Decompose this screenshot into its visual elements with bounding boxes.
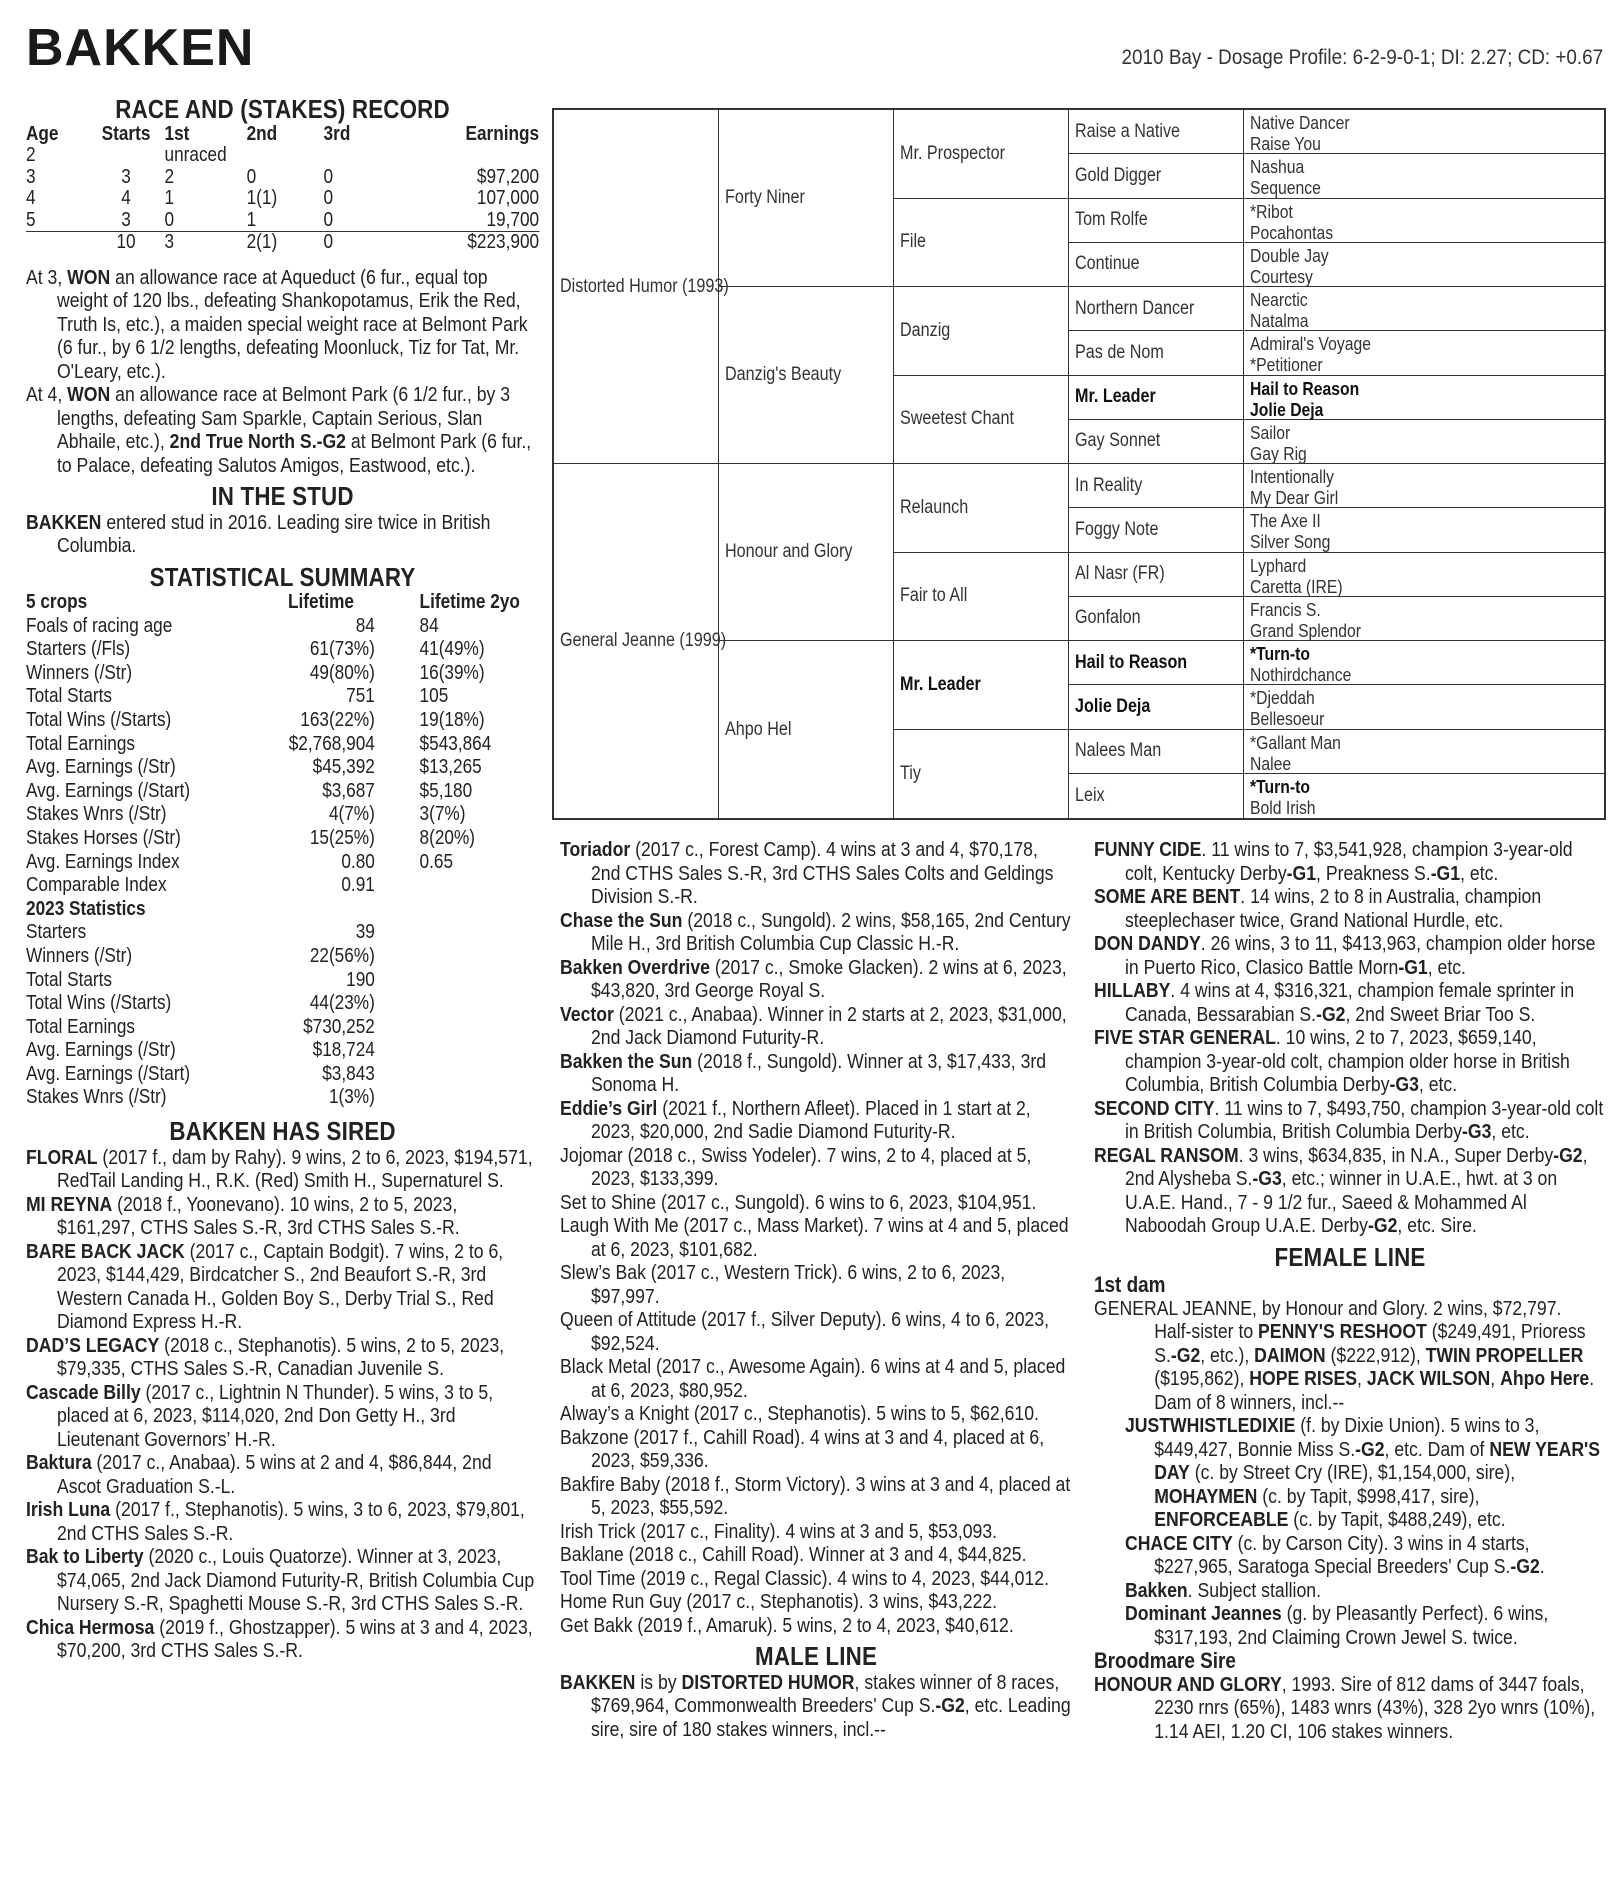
sired-entry: Get Bakk (2019 f., Amaruk). 5 wins, 2 to 4, 2023, $40,612. bbox=[560, 1613, 1014, 1637]
pedigree-gen2-cell: Forty Niner bbox=[719, 110, 894, 287]
sired-entry: Toriador (2017 c., Forest Camp). 4 wins at 3 and 4, $70,178, 2nd CTHS Sales S.-R, 3rd CTHS Sales Colts and Geldings Division S.-R. bbox=[560, 838, 1054, 908]
col-first: 1st bbox=[164, 122, 190, 145]
male-line-entry: REGAL RANSOM. 3 wins, $634,835, in N.A., Super Derby-G2, 2nd Alysheba S.-G3, etc.; winner in U.A.E., hwt. at 3 on U.A.E. Hand., 7 - 9 1/2 fur., Saeed & Mohammed Al Naboodah Group U.A.E. Derby-G2, etc. Sire. bbox=[1094, 1143, 1588, 1237]
table-row: Total Starts 751 105 bbox=[26, 685, 449, 708]
cell-age: 4 bbox=[26, 187, 36, 209]
sired-entry: Baklane (2018 c., Cahill Road). Winner at 3 and 4, $44,825. bbox=[560, 1543, 1027, 1566]
pedigree-gen4-cell: Mr. Leader bbox=[1069, 376, 1244, 420]
race-narrative-4yo: At 4, WON an allowance race at Belmont Park (6 1/2 fur., by 3 lengths, defeating Sam Sparkle, Captain Serious, Slan Abhaile, etc.), 2nd True North S.-G2 at Belmont Park (6 fur., to Palace, defeating Salutos Amigos, Eastwood, etc.). bbox=[26, 383, 532, 477]
sired-entry: DAD’S LEGACY (2018 c., Stephanotis). 5 wins, 2 to 5, 2023, $79,335, CTHS Sales S.-R, Canadian Juvenile S. bbox=[26, 1333, 505, 1381]
pedigree-gen5-cell: Hail to Reason Jolie Deja bbox=[1244, 376, 1604, 420]
pedigree-gen5-cell: Intentionally My Dear Girl bbox=[1244, 464, 1604, 508]
cell-age: 5 bbox=[26, 210, 88, 232]
cell-third: 0 bbox=[323, 187, 334, 209]
pedigree-gen2-cell: Danzig's Beauty bbox=[719, 287, 894, 464]
stats-table bbox=[26, 591, 539, 1110]
sired-entry: Alway’s a Knight (2017 c., Stephanotis). 5 wins to 5, $62,610. bbox=[560, 1402, 1039, 1425]
table-row: Winners (/Str) 49(80%) 16(39%) bbox=[26, 661, 485, 684]
pedigree-gen4-cell: Pas de Nom bbox=[1069, 331, 1244, 375]
stats-header-row: 5 crops Lifetime Lifetime 2yo bbox=[26, 591, 520, 613]
right-column bbox=[1094, 838, 1606, 1743]
race-record-table bbox=[26, 124, 539, 254]
sired-entry: Bakzone (2017 f., Cahill Road). 4 wins at 3 and 4, placed at 6, 2023, $59,336. bbox=[560, 1425, 1045, 1472]
table-row: Total Earnings $2,768,904 $543,864 bbox=[26, 732, 492, 755]
sired-entry: FLORAL (2017 f., dam by Rahy). 9 wins, 2 to 6, 2023, $194,571, RedTail Landing H., R.K. (Red) Smith H., Supernaturel S. bbox=[26, 1145, 533, 1193]
cell-age: 3 bbox=[26, 165, 36, 188]
race-narrative-3yo: At 3, WON an allowance race at Aqueduct (6 fur., equal top weight of 120 lbs., defeating Shankopotamus, Erik the Red, Truth Is, etc.), a maiden special weight race at Belmont Park (6 fur., by 6 1/2 lengths, defeating Moonluck, Tiz for Tat, Mr. O'Leary, etc.). bbox=[26, 265, 528, 383]
broodmare-sire-label: Broodmare Sire bbox=[1094, 1648, 1236, 1673]
cell-third bbox=[324, 145, 386, 167]
pedigree-gen4-cell: Continue bbox=[1069, 243, 1244, 287]
cell-starts: 3 bbox=[88, 210, 165, 232]
first-dam-text: GENERAL JEANNE, by Honour and Glory. 2 wins, $72,797. Half-sister to PENNY'S RESHOOT ($249,491, Prioress S.-G2, etc.), DAIMON ($222,912), TWIN PROPELLER ($195,862), HOPE RISES, JACK WILSON, Ahpo Here. Dam of 8 winners, incl.-- bbox=[1094, 1296, 1595, 1414]
broodmare-sire-text: HONOUR AND GLORY, 1993. Sire of 812 dams of 3447 foals, 2230 rnrs (65%), 1483 wnrs (43%), 328 2yo wnrs (10%), 1.14 AEI, 1.20 CI, 106 stakes winners. bbox=[1094, 1672, 1596, 1743]
pedigree-gen4-cell: Jolie Deja bbox=[1069, 685, 1244, 729]
pedigree-gen3-cell: Tiy bbox=[894, 730, 1069, 819]
table-row: Avg. Earnings Index 0.80 0.65 bbox=[26, 850, 454, 873]
table-row: Comparable Index 0.91 bbox=[26, 874, 375, 897]
cell-second: 1(1) bbox=[246, 187, 278, 209]
total-starts: 10 bbox=[116, 231, 136, 253]
pedigree-gen5-cell: *Turn-to Bold Irish bbox=[1250, 775, 1316, 818]
male-line-heading: MALE LINE bbox=[755, 1641, 878, 1671]
table-row: Stakes Horses (/Str) 15(25%) 8(20%) bbox=[26, 826, 476, 849]
cell-first: 0 bbox=[165, 210, 247, 232]
pedigree-gen5-cell: Nashua Sequence bbox=[1244, 154, 1604, 198]
pedigree-gen3-cell: Fair to All bbox=[894, 553, 1069, 642]
table-row: Starters 39 bbox=[26, 921, 375, 944]
sired-entry: Queen of Attitude (2017 f., Silver Deputy). 6 wins, 4 to 6, 2023, $92,524. bbox=[560, 1308, 1050, 1355]
table-row: Total Wins (/Starts) 44(23%) bbox=[26, 992, 375, 1015]
col-age: Age bbox=[26, 122, 59, 145]
table-row bbox=[26, 145, 539, 167]
dosage-profile: 2010 Bay - Dosage Profile: 6-2-9-0-1; DI: 2.27; CD: +0.67 bbox=[1121, 46, 1603, 69]
table-row bbox=[26, 167, 539, 189]
pedigree-gen3-cell: File bbox=[894, 199, 1069, 288]
sired-list-left bbox=[26, 1146, 539, 1663]
pedigree-gen4-cell: Northern Dancer bbox=[1069, 287, 1244, 331]
sired-entry: Bakken Overdrive (2017 c., Smoke Glacken). 2 wins at 6, 2023, $43,820, 3rd George Royal S. bbox=[560, 955, 1067, 1002]
pedigree-gen5-cell: Francis S. Grand Splendor bbox=[1244, 597, 1604, 641]
table-row: Total Starts 190 bbox=[26, 968, 375, 991]
table-row: Avg. Earnings (/Start) $3,687 $5,180 bbox=[26, 779, 473, 802]
sired-entry: Home Run Guy (2017 c., Stephanotis). 3 wins, $43,222. bbox=[560, 1590, 998, 1613]
sired-entry: Jojomar (2018 c., Swiss Yodeler). 7 wins, 2 to 4, placed at 5, 2023, $133,399. bbox=[560, 1143, 1032, 1190]
pedigree-gen4-cell: Al Nasr (FR) bbox=[1069, 553, 1244, 597]
pedigree-gen5-cell: Admiral's Voyage *Petitioner bbox=[1244, 331, 1604, 375]
produce-justwhistledixie: JUSTWHISTLEDIXIE (f. by Dixie Union). 5 wins to 3, $449,427, Bonnie Miss S.-G2, etc. Dam of NEW YEAR'S DAY (c. by Street Cry (IRE), $1,154,000, sire), MOHAYMEN (c. by Tapit, $998,417, sire), ENFORCEABLE (c. by Tapit, $488,249), etc. bbox=[1124, 1414, 1601, 1531]
table-row: Stakes Wnrs (/Str) 4(7%) 3(7%) bbox=[26, 803, 466, 826]
sired-entry: Chica Hermosa (2019 f., Ghostzapper). 5 wins at 3 and 4, 2023, $70,200, 3rd CTHS Sales S.-R. bbox=[26, 1615, 533, 1663]
pedigree-gen2-cell: Honour and Glory bbox=[719, 464, 894, 641]
cell-first: 1 bbox=[164, 187, 175, 209]
pedigree-gen5-cell: Native Dancer Raise You bbox=[1244, 110, 1604, 154]
horse-name: BAKKEN bbox=[26, 19, 255, 77]
produce-bakken: Bakken. Subject stallion. bbox=[1124, 1578, 1321, 1602]
sired-entry: MI REYNA (2018 f., Yoonevano). 10 wins, 2 to 5, 2023, $161,297, CTHS Sales S.-R, 3rd CTHS Sales S.-R. bbox=[26, 1192, 460, 1240]
table-row: Avg. Earnings (/Str) $45,392 $13,265 bbox=[26, 756, 482, 779]
pedigree-gen3-cell: Sweetest Chant bbox=[894, 376, 1069, 465]
male-line-entry: HILLABY. 4 wins at 4, $316,321, champion female sprinter in Canada, Bessarabian S.-G2, 2nd Sweet Briar Too S. bbox=[1094, 979, 1575, 1026]
col-third: 3rd bbox=[323, 122, 351, 145]
sired-entry: Bakken the Sun (2018 f., Sungold). Winner at 3, $17,433, 3rd Sonoma H. bbox=[560, 1049, 1047, 1096]
pedigree-gen3-cell: Relaunch bbox=[894, 464, 1069, 553]
total-first: 3 bbox=[164, 231, 175, 253]
cell-third: 0 bbox=[324, 210, 386, 232]
sired-entry: Slew’s Bak (2017 c., Western Trick). 6 wins, 2 to 6, 2023, $97,997. bbox=[560, 1261, 1006, 1308]
total-second: 2(1) bbox=[246, 231, 278, 253]
pedigree-gen5-cell: *Ribot Pocahontas bbox=[1244, 199, 1604, 243]
table-row: Avg. Earnings (/Start) $3,843 bbox=[26, 1062, 375, 1085]
cell-starts: 3 bbox=[121, 165, 131, 188]
pedigree-gen4-cell: Gold Digger bbox=[1069, 154, 1244, 198]
table-row: Foals of racing age 84 84 bbox=[26, 614, 439, 637]
male-line-entry: SECOND CITY. 11 wins to 7, $493,750, champion 3-year-old colt in British Columbia, British Columbia Derby-G3, etc. bbox=[1094, 1096, 1604, 1143]
sired-entry: Irish Luna (2017 f., Stephanotis). 5 wins, 3 to 6, 2023, $79,801, 2nd CTHS Sales S.-R. bbox=[26, 1498, 525, 1545]
pedigree-gen5-cell: *Gallant Man Nalee bbox=[1244, 730, 1604, 774]
cell-first: unraced bbox=[164, 144, 227, 166]
sired-entry: Eddie’s Girl (2021 f., Northern Afleet). Placed in 1 start at 2, 2023, $20,000, 2nd Sadie Diamond Futurity-R. bbox=[560, 1096, 1031, 1143]
sired-entry: Laugh With Me (2017 c., Mass Market). 7 wins at 4 and 5, placed at 6, 2023, $101,682. bbox=[560, 1214, 1069, 1261]
sired-entry: Cascade Billy (2017 c., Lightnin N Thunder). 5 wins, 3 to 5, placed at 6, 2023, $114,020, 2nd Don Getty H., 3rd Lieutenant Governors’ H.-R. bbox=[26, 1380, 494, 1451]
male-line-text: BAKKEN is by DISTORTED HUMOR, stakes winner of 8 races, $769,964, Commonwealth Breeders' Cup S.-G2, etc. Leading sire, sire of 180 stakes winners, incl.-- bbox=[560, 1670, 1071, 1741]
table-row: Total Earnings $730,252 bbox=[26, 1015, 375, 1038]
pedigree-gen5-cell: *Djeddah Bellesoeur bbox=[1244, 685, 1604, 729]
table-row: Stakes Wnrs (/Str) 1(3%) bbox=[26, 1086, 375, 1109]
sired-entry: Black Metal (2017 c., Awesome Again). 6 wins at 4 and 5, placed at 6, 2023, $80,952. bbox=[560, 1355, 1066, 1402]
pedigree-gen5-cell: Nearctic Natalma bbox=[1244, 287, 1604, 331]
table-row: Avg. Earnings (/Str) $18,724 bbox=[26, 1039, 375, 1062]
sired-list-right bbox=[560, 838, 1072, 1637]
stud-text: BAKKEN entered stud in 2016. Leading sire twice in British Columbia. bbox=[26, 510, 491, 557]
stats-heading: STATISTICAL SUMMARY bbox=[149, 561, 416, 592]
middle-column bbox=[560, 838, 1072, 1741]
pedigree-gen4-cell: Gonfalon bbox=[1069, 597, 1244, 641]
pedigree-gen1-cell: General Jeanne (1999) bbox=[554, 464, 719, 818]
cell-second: 0 bbox=[246, 165, 257, 188]
race-record-heading: RACE AND (STAKES) RECORD bbox=[115, 94, 450, 124]
pedigree-gen4-cell: In Reality bbox=[1069, 464, 1244, 508]
stats-year-header: 2023 Statistics bbox=[26, 897, 146, 920]
table-row-total bbox=[26, 232, 539, 254]
cell-earnings: 107,000 bbox=[476, 187, 540, 209]
first-dam-label: 1st dam bbox=[1094, 1272, 1166, 1297]
table-row bbox=[26, 210, 539, 232]
total-earnings: $223,900 bbox=[467, 231, 540, 253]
male-line-entry: DON DANDY. 26 wins, 3 to 11, $413,963, champion older horse in Puerto Rico, Clasico Battle Morn-G1, etc. bbox=[1094, 932, 1596, 979]
left-column bbox=[26, 94, 540, 1663]
male-line-entry: SOME ARE BENT. 14 wins, 2 to 8 in Australia, champion steeplechaser twice, Grand National Hurdle, etc. bbox=[1094, 885, 1542, 932]
cell-earnings bbox=[385, 145, 539, 167]
pedigree-gen4-cell: Tom Rolfe bbox=[1069, 199, 1244, 243]
pedigree-gen4-cell: Leix bbox=[1069, 774, 1244, 818]
sired-entry: Baktura (2017 c., Anabaa). 5 wins at 2 and 4, $86,844, 2nd Ascot Graduation S.-L. bbox=[26, 1451, 492, 1498]
pedigree-gen1-cell: Distorted Humor (1993) bbox=[554, 110, 719, 464]
pedigree-gen4-cell: Foggy Note bbox=[1069, 508, 1244, 552]
cell-starts bbox=[88, 145, 165, 167]
produce-chace-city: CHACE CITY (c. by Carson City). 3 wins in 4 starts, $227,965, Saratoga Special Breeders' Cup S.-G2. bbox=[1124, 1531, 1545, 1578]
cell-age: 2 bbox=[26, 144, 36, 166]
stud-heading: IN THE STUD bbox=[211, 481, 354, 511]
pedigree-gen4-cell: Gay Sonnet bbox=[1069, 420, 1244, 464]
female-line-heading: FEMALE LINE bbox=[1274, 1241, 1426, 1272]
col-earnings: Earnings bbox=[465, 122, 540, 145]
sired-entry: Set to Shine (2017 c., Sungold). 6 wins to 6, 2023, $104,951. bbox=[560, 1190, 1037, 1214]
sired-entry: Bakfire Baby (2018 f., Storm Victory). 3 wins at 3 and 4, placed at 5, 2023, $55,592. bbox=[560, 1472, 1071, 1519]
table-row: Starters (/Fls) 61(73%) 41(49%) bbox=[26, 638, 485, 661]
pedigree-gen5-cell: The Axe II Silver Song bbox=[1244, 508, 1604, 552]
pedigree-gen3-cell: Mr. Leader bbox=[894, 641, 1069, 730]
pedigree-gen5-cell: Sailor Gay Rig bbox=[1244, 420, 1604, 464]
sired-entry: BARE BACK JACK (2017 c., Captain Bodgit). 7 wins, 2 to 6, 2023, $144,429, Birdcatcher S., 2nd Beaufort S.-R, 3rd Western Canada H., Golden Boy S., Derby Trial S., Red Diamond Express H.-R. bbox=[26, 1239, 504, 1334]
sired-entry: Irish Trick (2017 c., Finality). 4 wins at 3 and 5, $53,093. bbox=[560, 1519, 998, 1543]
race-record-header-row bbox=[26, 124, 539, 146]
sired-heading: BAKKEN HAS SIRED bbox=[169, 1116, 396, 1147]
pedigree-gen5-cell: Lyphard Caretta (IRE) bbox=[1244, 553, 1604, 597]
male-line-entry: FUNNY CIDE. 11 wins to 7, $3,541,928, champion 3-year-old colt, Kentucky Derby-G1, Preakness S.-G1, etc. bbox=[1094, 838, 1573, 885]
pedigree-gen4-cell: Nalees Man bbox=[1069, 730, 1244, 774]
cell-second: 1 bbox=[247, 210, 324, 232]
sired-entry: Chase the Sun (2018 c., Sungold). 2 wins, $58,165, 2nd Century Mile H., 3rd British Columbia Cup Classic H.-R. bbox=[560, 908, 1071, 955]
sired-entry: Vector (2021 c., Anabaa). Winner in 2 starts at 2, 2023, $31,000, 2nd Jack Diamond Futurity-R. bbox=[560, 1002, 1067, 1049]
sired-entry: Tool Time (2019 c., Regal Classic). 4 wins to 4, 2023, $44,012. bbox=[560, 1566, 1050, 1590]
cell-third: 0 bbox=[323, 165, 334, 188]
pedigree-chart bbox=[552, 108, 1606, 820]
col-starts: Starts bbox=[101, 122, 151, 145]
pedigree-gen3-cell: Danzig bbox=[894, 287, 1069, 376]
table-row: Winners (/Str) 22(56%) bbox=[26, 944, 375, 967]
pedigree-gen5-cell: Double Jay Courtesy bbox=[1244, 243, 1604, 287]
pedigree-gen5-cell: *Turn-to Nothirdchance bbox=[1244, 641, 1604, 685]
table-row: Total Wins (/Starts) 163(22%) 19(18%) bbox=[26, 708, 485, 731]
male-line-entry: FIVE STAR GENERAL. 10 wins, 2 to 7, 2023, $659,140, champion 3-year-old colt, champion older horse in British Columbia, British Columbia Derby-G3, etc. bbox=[1094, 1026, 1570, 1096]
cell-starts: 4 bbox=[121, 187, 131, 209]
produce-dominant-jeannes: Dominant Jeannes (g. by Pleasantly Perfect). 6 wins, $317,193, 2nd Claiming Crown Jewel S. twice. bbox=[1124, 1602, 1549, 1649]
cell-first: 2 bbox=[164, 165, 175, 188]
male-line-entries bbox=[1094, 838, 1606, 1238]
sired-entry: Bak to Liberty (2020 c., Louis Quatorze). Winner at 3, 2023, $74,065, 2nd Jack Diamond Futurity-R, British Columbia Cup Nursery S.-R, Spaghetti Mouse S.-R, 3rd CTHS Sales S.-R. bbox=[26, 1545, 535, 1616]
total-third: 0 bbox=[323, 231, 334, 253]
cell-earnings: $97,200 bbox=[476, 165, 540, 188]
col-second: 2nd bbox=[246, 122, 278, 145]
pedigree-gen3-cell: Mr. Prospector bbox=[894, 110, 1069, 199]
pedigree-gen4-cell: Raise a Native bbox=[1069, 110, 1244, 154]
pedigree-gen4-cell: Hail to Reason bbox=[1069, 641, 1244, 685]
pedigree-gen2-cell: Ahpo Hel bbox=[719, 641, 894, 818]
table-row bbox=[26, 188, 539, 210]
cell-earnings: 19,700 bbox=[385, 210, 539, 232]
